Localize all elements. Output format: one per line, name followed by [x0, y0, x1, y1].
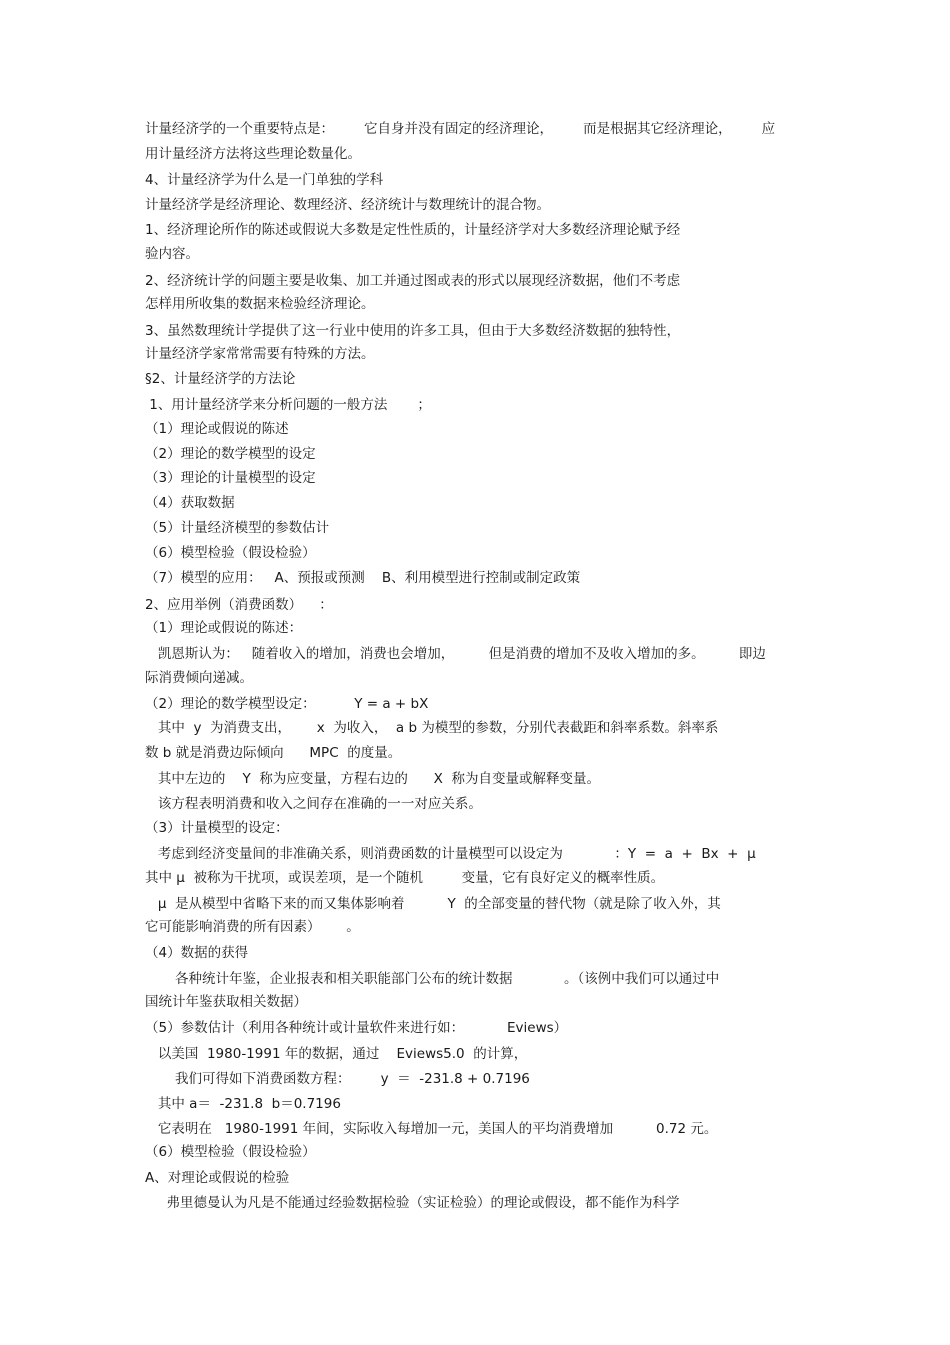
list-item: （6）模型检验（假设检验）	[145, 545, 316, 561]
list-item: （7）模型的应用： A、预报或预测 B、利用模型进行控制或制定政策	[145, 570, 581, 586]
text-line: 计量经济学家常常需要有特殊的方法。	[145, 346, 375, 362]
text-line: 其中 y 为消费支出， x 为收入， a b 为模型的参数，分别代表截距和斜率系数。斜率系	[145, 720, 719, 736]
text-line: 国统计年鉴获取相关数据）	[145, 994, 307, 1010]
text-line: 3、虽然数理统计学提供了这一行业中使用的许多工具，但由于大多数经济数据的独特性，	[145, 323, 681, 339]
text-line: 2、经济统计学的问题主要是收集、加工并通过图或表的形式以展现经济数据，他们不考虑	[145, 273, 681, 289]
text-line: 以美国 1980-1991 年的数据，通过 Eviews5.0 的计算，	[145, 1046, 528, 1062]
list-item: （2）理论的数学模型的设定	[145, 446, 316, 462]
list-item: （3）理论的计量模型的设定	[145, 470, 316, 486]
text-line: 1、经济理论所作的陈述或假说大多数是定性性质的，计量经济学对大多数经济理论赋予经	[145, 222, 681, 238]
text-line: 验内容。	[145, 246, 199, 262]
text-line: 它可能影响消费的所有因素） 。	[145, 919, 360, 935]
text-line: 4、计量经济学为什么是一门单独的学科	[145, 172, 384, 188]
text-line: 计量经济学的一个重要特点是： 它自身并没有固定的经济理论， 而是根据其它经济理论， 应	[145, 121, 776, 137]
text-line: 数 b 就是消费边际倾向 MPC 的度量。	[145, 745, 402, 761]
list-item: （1）理论或假说的陈述	[145, 421, 289, 437]
text-line: 各种统计年鉴，企业报表和相关职能部门公布的统计数据 。（该例中我们可以通过中	[145, 971, 720, 987]
text-line: 其中 μ 被称为干扰项，或误差项，是一个随机 变量，它有良好定义的概率性质。	[145, 870, 665, 886]
text-line: 考虑到经济变量间的非准确关系，则消费函数的计量模型可以设定为 ：Y = a + Bx + μ	[145, 846, 756, 862]
text-line: 计量经济学是经济理论、数理经济、经济统计与数理统计的混合物。	[145, 197, 550, 213]
text-line: 怎样用所收集的数据来检验经济理论。	[145, 296, 375, 312]
text-line: 1、用计量经济学来分析问题的一般方法 ；	[145, 397, 431, 413]
text-line: 际消费倾向递减。	[145, 670, 253, 686]
list-item: （3）计量模型的设定：	[145, 820, 289, 836]
section-heading: §2、计量经济学的方法论	[145, 371, 296, 387]
text-line: 弗里德曼认为凡是不能通过经验数据检验（实证检验）的理论或假设，都不能作为科学	[145, 1195, 680, 1211]
text-line: 其中 a＝ -231.8 b＝0.7196	[145, 1096, 341, 1112]
text-line: 凯恩斯认为： 随着收入的增加，消费也会增加， 但是消费的增加不及收入增加的多。 即边	[145, 646, 766, 662]
list-item: （5）计量经济模型的参数估计	[145, 520, 330, 536]
list-item: （6）模型检验（假设检验）	[145, 1144, 316, 1160]
text-line: 该方程表明消费和收入之间存在准确的一一对应关系。	[145, 796, 482, 812]
text-line: 2、应用举例（消费函数） ：	[145, 597, 333, 613]
list-item: （4）获取数据	[145, 495, 235, 511]
text-line: A、对理论或假说的检验	[145, 1170, 290, 1186]
text-line: 它表明在 1980-1991 年间，实际收入每增加一元，美国人的平均消费增加 0.72 元。	[145, 1121, 718, 1137]
text-line: 其中左边的 Y 称为应变量，方程右边的 X 称为自变量或解释变量。	[145, 771, 600, 787]
equation-line: 我们可得如下消费函数方程： y ＝ -231.8 + 0.7196	[145, 1071, 530, 1087]
list-item: （4）数据的获得	[145, 945, 249, 961]
text-line: μ 是从模型中省略下来的而又集体影响着 Y 的全部变量的替代物（就是除了收入外，其	[145, 896, 721, 912]
list-item: （5）参数估计（利用各种统计或计量软件来进行如： Eviews）	[145, 1020, 568, 1036]
list-item: （2）理论的数学模型设定： Y = a + bX	[145, 696, 429, 712]
list-item: （1）理论或假说的陈述：	[145, 620, 303, 636]
text-line: 用计量经济方法将这些理论数量化。	[145, 146, 361, 162]
